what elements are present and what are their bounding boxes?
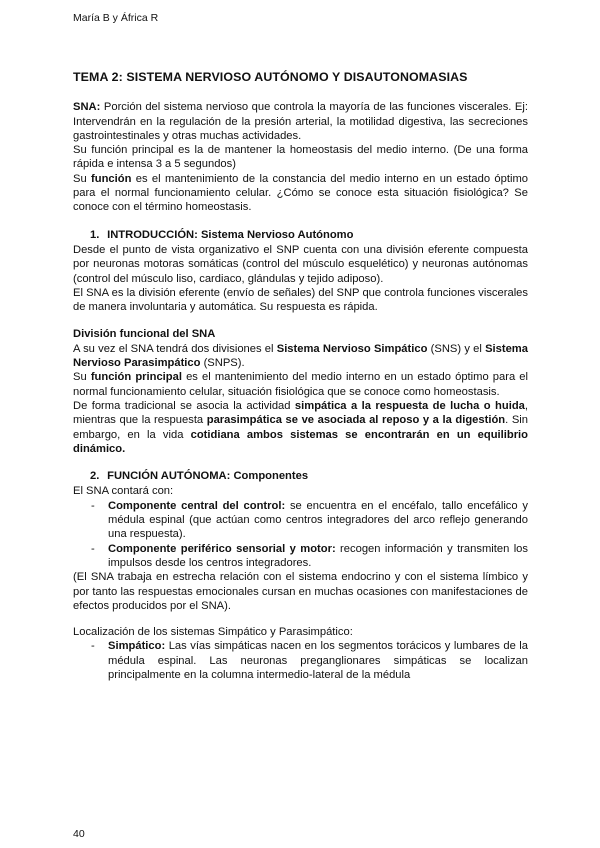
section-1-paragraph-2: El SNA es la división eferente (envío de señales) del SNP que controla funciones viscerales de manera involuntaria y automática. Su respuesta es rápida. — [73, 286, 528, 314]
list-item: - Componente periférico sensorial y motor: recogen información y transmiten los impulsos desde los centros integradores. — [91, 542, 528, 569]
chapter-title: TEMA 2: SISTEMA NERVIOSO AUTÓNOMO Y DISAUTONOMASIAS — [73, 70, 468, 84]
section-2-intro: El SNA contará con: — [73, 485, 174, 498]
intro-paragraph-2: Su función principal es la de mantener la homeostasis del medio interno. (De una forma rápida e intensa 3 a 5 segundos) — [73, 144, 528, 171]
components-list — [73, 499, 528, 570]
page-number: 40 — [73, 828, 85, 840]
section-1-paragraph-1: Desde el punto de vista organizativo el SNP cuenta con una división eferente compuesta por neuronas motoras somáticas (control del músculo esquelético) y neuronas autónomas (control del músculo liso, cardiaco, glándulas y tejido adiposo). — [73, 243, 528, 285]
section-2-heading: 2. FUNCIÓN AUTÓNOMA: Componentes — [90, 470, 309, 483]
division-paragraph-3: De forma tradicional se asocia la actividad simpática a la respuesta de lucha o huida, mientras que la respuesta parasimpática se ve asociada al reposo y a la digestión. Sin embargo, en la vida cotidiana ambos sistemas se encontrarán en un equilibrio dinámico. — [73, 399, 529, 455]
list-item: - Componente central del control: se encuentra en el encéfalo, tallo encefálico y médula espinal (que actúan como centros integradores del arco reflejo generando una respuesta). — [91, 499, 528, 541]
sna-definition: SNA: Porción del sistema nervioso que controla la mayoría de las funciones viscerales. Ej: Intervendrán en la regulación de la presión arterial, la motilidad digestiva, las secreciones gastrointestinales y otras muchas actividades. — [73, 101, 528, 142]
list-item: - Simpático: Las vías simpáticas nacen en los segmentos torácicos y lumbares de la médula espinal. Las neuronas preganglionares simpáticas se localizan principalmente en la columna intermedio-lateral de la médula — [91, 640, 528, 681]
localizacion-list — [73, 639, 528, 682]
sna-label: SNA: — [73, 101, 101, 114]
division-heading: División funcional del SNA — [73, 328, 216, 341]
localizacion-intro: Localización de los sistemas Simpático y Parasimpático: — [73, 626, 353, 639]
section-1-heading: 1. INTRODUCCIÓN: Sistema Nervioso Autónomo — [90, 228, 354, 241]
intro-paragraph-3: Su función es el mantenimiento de la constancia del medio interno en un estado óptimo para el normal funcionamiento celular. ¿Cómo se conoce esta situación fisiológica? Se conoce con el término homeostasis. — [73, 172, 528, 214]
page-header-author: María B y África R — [73, 12, 159, 24]
page-content — [73, 70, 528, 682]
division-paragraph-1: A su vez el SNA tendrá dos divisiones el Sistema Nervioso Simpático (SNS) y el Sistema Nervioso Parasimpático (SNPS). — [73, 342, 528, 370]
section-2-note: (El SNA trabaja en estrecha relación con el sistema endocrino y con el sistema límbico y por tanto las respuestas emocionales cursan en muchas ocasiones con manifestaciones de efectos producidos por el SNA). — [73, 571, 528, 612]
division-paragraph-2: Su función principal es el mantenimiento del medio interno en un estado óptimo para el normal funcionamiento celular, situación fisiológica que se conoce como homeostasis. — [73, 371, 529, 398]
